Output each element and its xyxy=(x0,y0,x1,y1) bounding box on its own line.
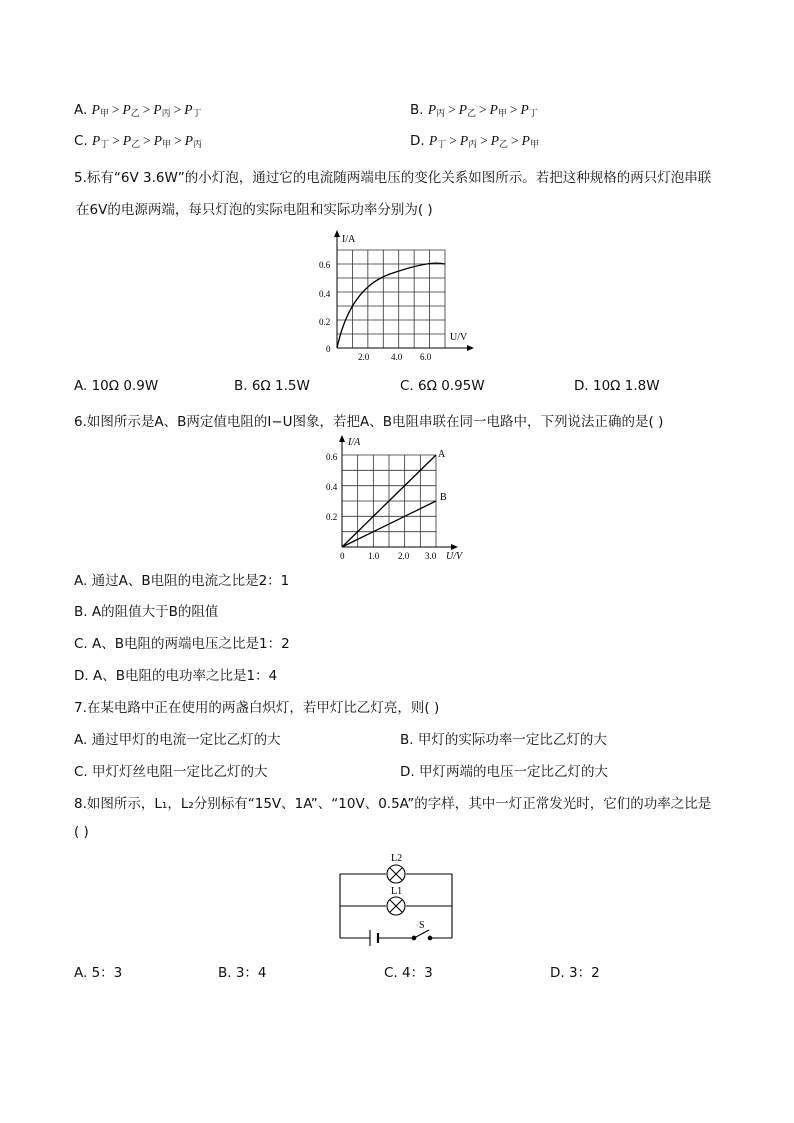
label-s: S xyxy=(419,920,425,931)
q6-label-b: B xyxy=(440,492,447,503)
q4-option-d: D. $P_丁 > P_丙 > P_乙 > P_甲$ xyxy=(410,133,539,150)
q6-option-a: A. 通过A、B电阻的电流之比是2：1 xyxy=(74,573,290,589)
q8-option-d: D. 3：2 xyxy=(550,965,600,981)
q4-option-b: B. $P_丙 > P_乙 > P_甲 > P_丁$ xyxy=(410,102,538,119)
power-term: $P_甲$ xyxy=(489,102,507,119)
q7-stem: 7.在某电路中正在使用的两盏白炽灯，若甲灯比乙灯亮，则( ) xyxy=(74,700,440,716)
power-term: $P_丁$ xyxy=(520,102,538,119)
q5-x-arrow xyxy=(467,345,474,351)
q8-option-a: A. 5：3 xyxy=(74,965,123,981)
option-letter: D. xyxy=(410,133,429,149)
lamp-l2-icon xyxy=(387,865,405,883)
q4-option-a: A. $P_甲 > P_乙 > P_丙 > P_丁$ xyxy=(74,102,202,119)
q7-option-b: B. 甲灯的实际功率一定比乙灯的大 xyxy=(400,732,607,748)
q6-x-arrow xyxy=(451,544,458,550)
option-letter: A. xyxy=(74,102,92,118)
q6-ytick-1: 0.2 xyxy=(326,512,338,522)
q5-xtick-2: 4.0 xyxy=(391,352,403,362)
q5-xtick-1: 2.0 xyxy=(358,352,370,362)
power-term: $P_甲$ xyxy=(521,133,539,150)
q5-ylabel: I/A xyxy=(342,234,356,245)
q7-option-c: C. 甲灯灯丝电阻一定比乙灯的大 xyxy=(74,764,268,780)
q5-curve xyxy=(337,263,445,348)
power-term: $P_乙$ xyxy=(490,133,509,150)
q6-stem: 6.如图所示是A、B两定值电阻的I−U图象，若把A、B电阻串联在同一电路中，下列说法正确的是( ) xyxy=(74,414,664,430)
q6-ylabel: I/A xyxy=(348,437,361,448)
q6-iu-graph xyxy=(318,433,478,563)
q6-label-a: A xyxy=(438,449,446,460)
q5-iu-graph xyxy=(310,228,480,368)
q8-stem-line2: ( ) xyxy=(74,824,89,840)
power-term: $P_乙$ xyxy=(458,102,477,119)
power-term: $P_丁$ xyxy=(92,133,110,150)
battery-icon xyxy=(370,930,378,946)
q5-stem-line2: 在6V的电源两端，每只灯泡的实际电阻和实际功率分别为( ) xyxy=(76,202,433,218)
label-l2: L2 xyxy=(391,853,403,864)
power-term: $P_丁$ xyxy=(184,102,202,119)
power-term: $P_乙$ xyxy=(122,133,141,150)
q5-origin: 0 xyxy=(326,344,331,354)
switch-icon xyxy=(412,930,432,940)
power-term: $P_丙$ xyxy=(459,133,478,150)
q6-option-d: D. A、B电阻的电功率之比是1：4 xyxy=(74,668,278,684)
q5-option-a: A. 10Ω 0.9W xyxy=(74,378,159,394)
power-term: $P_乙$ xyxy=(122,102,140,119)
q7-option-d: D. 甲灯两端的电压一定比乙灯的大 xyxy=(400,764,608,780)
lamp-l1-icon xyxy=(387,897,405,915)
q5-option-b: B. 6Ω 1.5W xyxy=(234,378,310,394)
power-term: $P_丁$ xyxy=(428,133,447,150)
q6-origin: 0 xyxy=(340,551,345,561)
q7-option-a: A. 通过甲灯的电流一定比乙灯的大 xyxy=(74,732,281,748)
q5-ytick-2: 0.4 xyxy=(319,289,331,299)
label-l1: L1 xyxy=(391,886,403,897)
power-term: $P_丙$ xyxy=(153,102,171,119)
q4-option-c: C. $P_丁 > P_乙 > P_甲 > P_丙$ xyxy=(74,133,202,150)
q5-option-c: C. 6Ω 0.95W xyxy=(400,378,485,394)
q5-stem-line1: 5.标有“6V 3.6W”的小灯泡，通过它的电流随两端电压的变化关系如图所示。若把这种规格的两只灯泡串联 xyxy=(74,170,712,186)
option-letter: C. xyxy=(74,133,93,149)
q6-option-c: C. A、B电阻的两端电压之比是1：2 xyxy=(74,636,290,652)
q6-y-arrow xyxy=(339,435,345,442)
q6-ytick-2: 0.4 xyxy=(326,482,338,492)
q8-option-c: C. 4：3 xyxy=(384,965,433,981)
q6-option-b: B. A的阻值大于B的阻值 xyxy=(74,604,219,620)
q5-ytick-3: 0.6 xyxy=(319,260,331,270)
power-term: $P_丙$ xyxy=(184,133,202,150)
q8-circuit-diagram xyxy=(334,848,464,948)
power-term: $P_甲$ xyxy=(91,102,109,119)
q5-ytick-1: 0.2 xyxy=(319,317,331,327)
q6-xtick-3: 3.0 xyxy=(425,551,437,561)
q5-y-arrow xyxy=(334,230,340,237)
q6-xtick-2: 2.0 xyxy=(398,551,410,561)
q6-xlabel: U/V xyxy=(446,551,463,562)
power-term: $P_甲$ xyxy=(153,133,172,150)
q6-xtick-1: 1.0 xyxy=(368,551,380,561)
q5-option-d: D. 10Ω 1.8W xyxy=(574,378,660,394)
q8-option-b: B. 3：4 xyxy=(218,965,267,981)
power-term: $P_丙$ xyxy=(427,102,446,119)
q5-xtick-3: 6.0 xyxy=(420,352,432,362)
q6-ytick-3: 0.6 xyxy=(326,452,338,462)
q8-stem-line1: 8.如图所示，L₁，L₂分别标有“15V、1A”、“10V、0.5A”的字样，其中一灯正常发光时，它们的功率之比是 xyxy=(74,796,712,812)
q5-xlabel: U/V xyxy=(450,332,468,343)
option-letter: B. xyxy=(410,102,428,118)
